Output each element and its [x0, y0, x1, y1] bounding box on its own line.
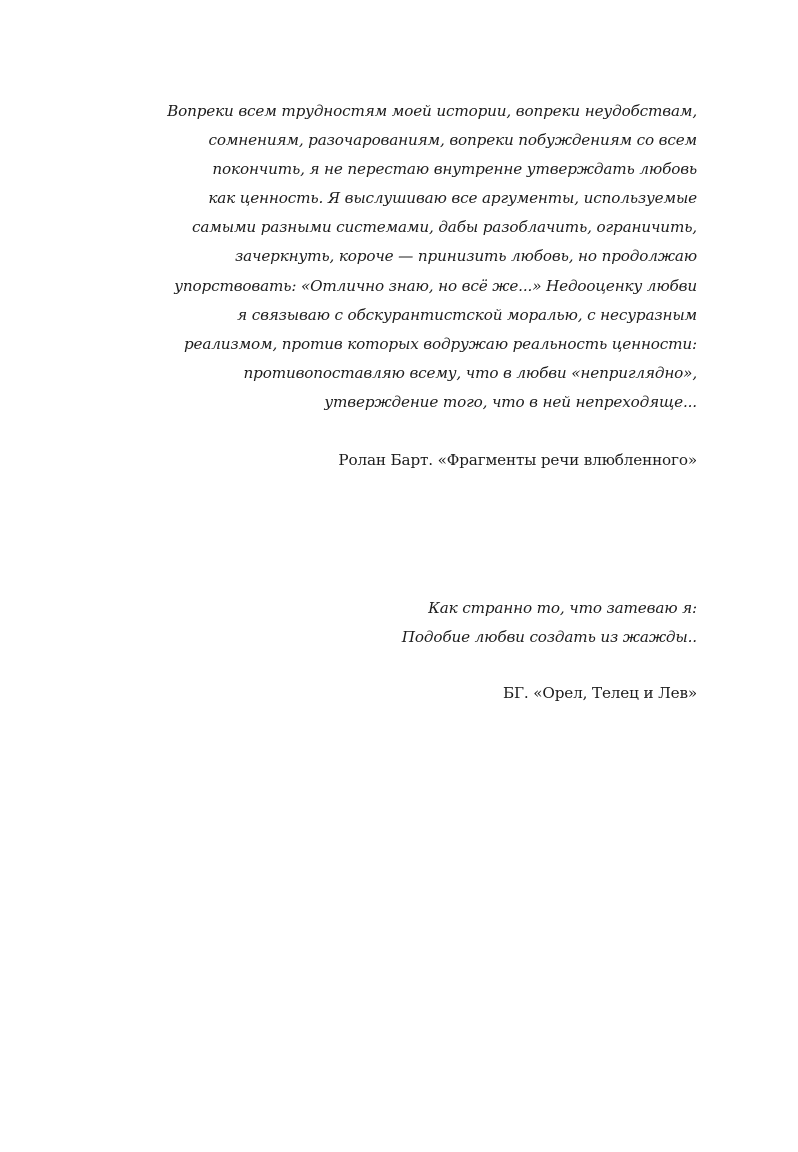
epigraph-line: утверждение того, что в ней непреходяще... — [324, 392, 697, 411]
epigraph-line: сомнениям, разочарованиям, вопреки побуждениям со всем — [208, 131, 697, 150]
epigraph-line: я связываю с обскурантистской моралью, с несуразным — [237, 305, 697, 324]
epigraph-barthes — [167, 97, 697, 417]
epigraph-line: упорствовать: «Отлично знаю, но всё же...» Недооценку любви — [174, 276, 697, 295]
epigraph-line: противопоставляю всему, что в любви «неприглядно», — [243, 363, 697, 382]
epigraph-line: Как странно то, что затеваю я: — [428, 599, 697, 617]
epigraph-line: Вопреки всем трудностям моей истории, вопреки неудобствам, — [167, 102, 697, 120]
epigraph-line: покончить, я не перестаю внутренне утверждать любовь — [212, 160, 697, 179]
epigraph-attribution-bg: БГ. «Орел, Телец и Лев» — [503, 684, 697, 702]
epigraph-line: самыми разными системами, дабы разоблачить, ограничить, — [192, 218, 697, 237]
epigraph-bg — [402, 594, 697, 652]
epigraph-line: как ценность. Я выслушиваю все аргументы, используемые — [208, 189, 697, 208]
epigraph-attribution-barthes: Ролан Барт. «Фрагменты речи влюбленного» — [338, 451, 697, 469]
epigraph-line: Подобие любви создать из жажды.. — [401, 628, 697, 647]
epigraph-line: зачеркнуть, короче — принизить любовь, но продолжаю — [234, 247, 697, 266]
epigraph-line: реализмом, против которых водружаю реальность ценности: — [183, 334, 697, 353]
